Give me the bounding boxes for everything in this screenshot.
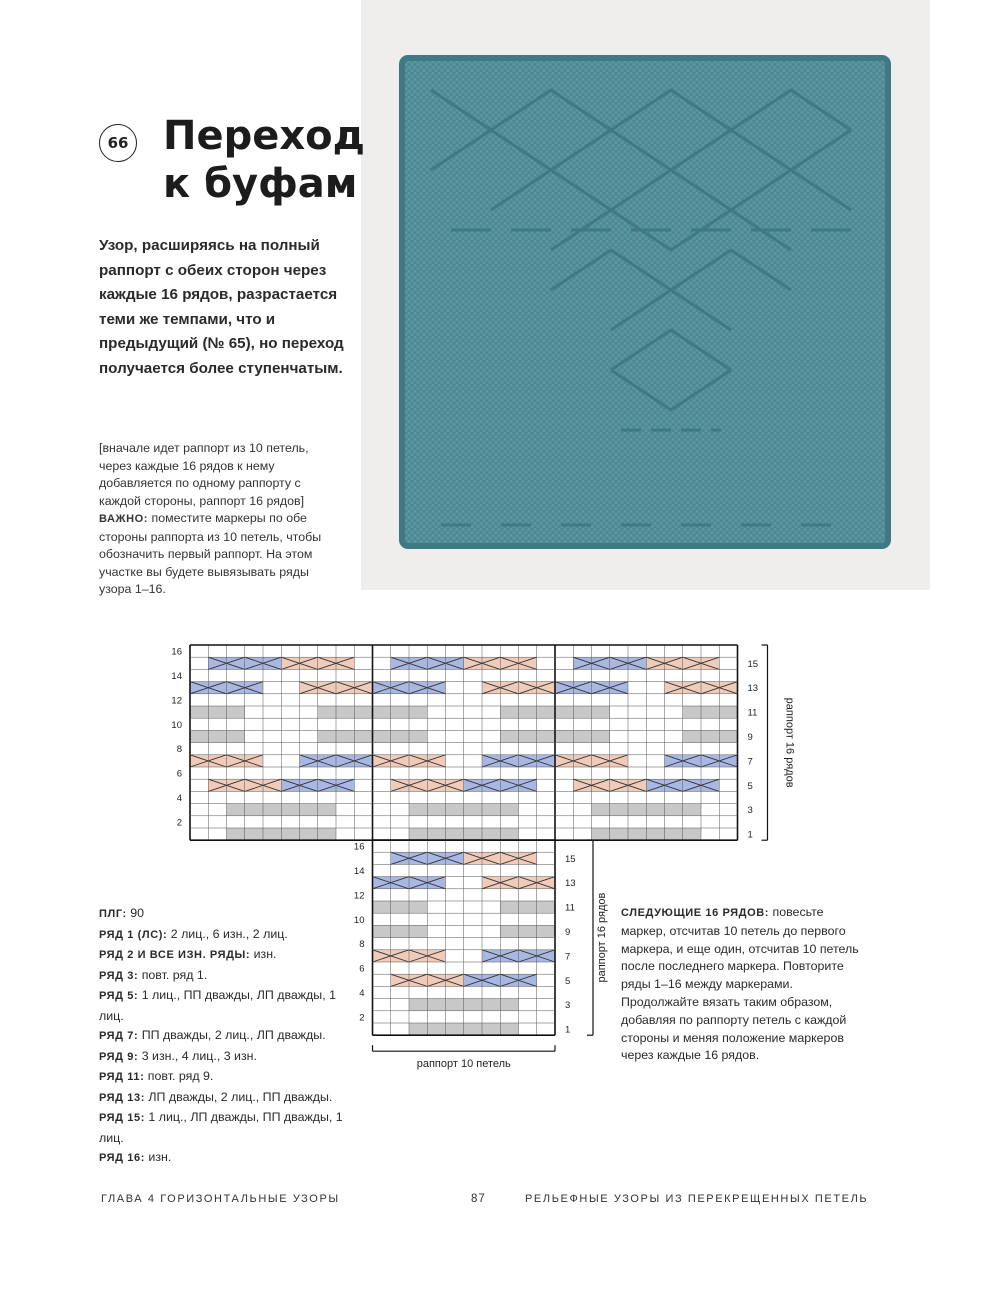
top-rows-label: раппорт 16 рядов	[783, 697, 796, 788]
bottom-chart-row-number-left: 16	[353, 841, 365, 853]
important-label: ВАЖНО:	[99, 513, 149, 525]
row-text: изн.	[144, 1150, 172, 1164]
row-text: изн.	[250, 947, 277, 961]
top-chart-cell-fill	[683, 730, 738, 742]
top-chart-row-number-left: 8	[176, 744, 182, 756]
bottom-chart-row-number-left: 12	[353, 890, 365, 902]
top-chart-row-number-left: 14	[171, 671, 182, 682]
cast-on-value: 90	[126, 906, 145, 920]
row-label: РЯД 1 (ЛС):	[99, 928, 168, 941]
row-label: РЯД 13:	[99, 1091, 145, 1104]
next-rows-instruction	[621, 904, 866, 1065]
top-chart-cell-fill	[373, 730, 428, 742]
repeat-note: [вначале идет раппорт из 10 петель, через каждые 16 рядов к нему добавляется по одному раппорту с каждой стороны, раппорт 16 рядов]	[99, 441, 309, 508]
row-label: РЯД 11:	[99, 1071, 145, 1083]
row-text: повт. ряд 1.	[138, 967, 208, 982]
top-chart-row-number-left: 2	[176, 817, 182, 829]
bottom-chart-row-number-left: 6	[359, 963, 365, 975]
top-chart-row-number-right: 3	[747, 805, 753, 817]
top-chart-cell-fill	[500, 706, 555, 718]
top-chart-cell-fill	[190, 706, 245, 718]
bottom-chart-cell-fill	[373, 925, 428, 937]
top-chart-cell-fill	[500, 730, 555, 742]
top-chart-row-number-right: 13	[747, 683, 759, 695]
bottom-chart-cell-fill	[373, 901, 428, 913]
row-instruction	[99, 1026, 347, 1047]
row-text: ПП дважды, 2 лиц., ЛП дважды.	[138, 1028, 326, 1042]
width-label: раппорт 10 петель	[416, 1058, 511, 1071]
top-chart-row-number-right: 11	[747, 707, 758, 719]
row-instruction	[99, 925, 347, 946]
row-text: 1 лиц., ПП дважды, ЛП дважды, 1 лиц.	[99, 988, 336, 1023]
top-chart-cell-fill	[555, 730, 610, 742]
top-chart-cell-fill	[683, 706, 738, 718]
top-chart-cell-fill	[318, 730, 373, 742]
bottom-chart-row-number-right: 13	[565, 878, 576, 890]
row-label: РЯД 15:	[99, 1112, 145, 1124]
row-label: РЯД 5:	[99, 990, 139, 1002]
row-instruction	[99, 1067, 347, 1088]
top-chart-cell-fill	[555, 706, 610, 718]
bottom-chart-row-number-left: 10	[353, 914, 365, 926]
important-text: поместите маркеры по обе стороны раппорта из 10 петель, чтобы обозначить первый раппорт. На этом участке вы будете вывязывать ряды узора 1–16.	[99, 511, 322, 596]
top-chart-cell-fill	[373, 706, 428, 718]
row-instruction	[99, 966, 347, 987]
bottom-rows-label: раппорт 16 рядов	[596, 892, 608, 983]
bottom-chart-row-number-right: 15	[565, 853, 576, 865]
top-chart-cell-fill	[318, 706, 373, 718]
cast-on-label: ПЛГ:	[99, 908, 127, 920]
bottom-chart-row-number-right: 5	[565, 975, 571, 987]
row-instruction	[99, 1047, 347, 1068]
bottom-chart-cell-fill	[500, 901, 555, 913]
bottom-chart-row-number-left: 2	[359, 1012, 365, 1024]
lead-paragraph: Узор, расширяясь на полный раппорт с обеих сторон через каждые 16 рядов, разрастается теми же темпами, что и предыдущий (№ 65), но переход получается более ступенчатым.	[99, 237, 344, 377]
row-label: РЯД 3:	[99, 969, 139, 982]
row-label: РЯД 7:	[99, 1030, 139, 1042]
bottom-chart-row-number-right: 11	[565, 902, 575, 914]
next-rows-text: повесьте маркер, отсчитав 10 петель до первого маркера, и еще один, отсчитав 10 петель после последнего маркера. Повторите ряды 1–16 между маркерами. Продолжайте вязать таким образом, добавляя по раппорту петель с каждой стороны и меняя положение маркеров через каждые 16 рядов.	[621, 905, 859, 1063]
top-chart-cell-fill	[190, 730, 245, 742]
row-instruction	[99, 1108, 347, 1148]
bottom-chart-row-number-left: 14	[353, 866, 365, 877]
row-text: 3 изн., 4 лиц., 3 изн.	[138, 1048, 257, 1063]
title-line-2: к буфам	[163, 161, 358, 207]
top-chart-row-number-left: 4	[176, 793, 182, 804]
row-instruction	[99, 1148, 347, 1169]
pattern-number: 66	[107, 134, 129, 152]
row-instructions	[99, 904, 347, 1169]
bottom-chart-row-number-right: 7	[565, 951, 571, 963]
title-line-1: Переход	[163, 113, 365, 159]
row-instruction	[99, 1088, 347, 1109]
top-chart-row-number-left: 16	[171, 646, 182, 658]
bottom-chart-row-number-right: 1	[565, 1024, 571, 1036]
row-instruction	[99, 986, 347, 1026]
row-label: РЯД 16:	[99, 1152, 145, 1164]
top-chart-row-number-left: 10	[171, 719, 182, 731]
top-chart-row-number-right: 5	[747, 780, 753, 792]
row-text: 1 лиц., ЛП дважды, ПП дважды, 1 лиц.	[99, 1110, 343, 1145]
top-chart-row-number-right: 9	[747, 732, 753, 743]
top-chart-row-number-left: 12	[171, 695, 182, 707]
bottom-chart-row-number-right: 3	[565, 1000, 571, 1012]
row-text: ЛП дважды, 2 лиц., ПП дважды.	[144, 1089, 333, 1104]
cast-on-line	[99, 904, 347, 925]
top-chart-row-number-left: 6	[176, 768, 182, 780]
top-chart-row-number-right: 7	[747, 756, 753, 768]
bottom-chart-row-number-left: 4	[359, 988, 365, 999]
footer-section: РЕЛЬЕФНЫЕ УЗОРЫ ИЗ ПЕРЕКРЕЩЕННЫХ ПЕТЕЛЬ	[525, 1193, 869, 1205]
row-text: повт. ряд 9.	[144, 1069, 214, 1083]
row-text: 2 лиц., 6 изн., 2 лиц.	[167, 926, 288, 941]
row-label: РЯД 2 И ВСЕ ИЗН. РЯДЫ:	[99, 949, 251, 961]
footer-chapter: ГЛАВА 4 ГОРИЗОНТАЛЬНЫЕ УЗОРЫ	[101, 1193, 340, 1205]
top-chart-row-number-right: 1	[747, 829, 753, 841]
page-number: 87	[471, 1193, 486, 1205]
bottom-chart-row-number-right: 9	[565, 927, 571, 938]
row-label: РЯД 9:	[99, 1050, 139, 1063]
bottom-chart-cell-fill	[500, 925, 555, 937]
bottom-chart-row-number-left: 8	[359, 939, 365, 951]
next-rows-label: СЛЕДУЮЩИЕ 16 РЯДОВ:	[621, 907, 770, 919]
row-instruction	[99, 945, 347, 966]
top-chart-row-number-right: 15	[747, 658, 759, 670]
